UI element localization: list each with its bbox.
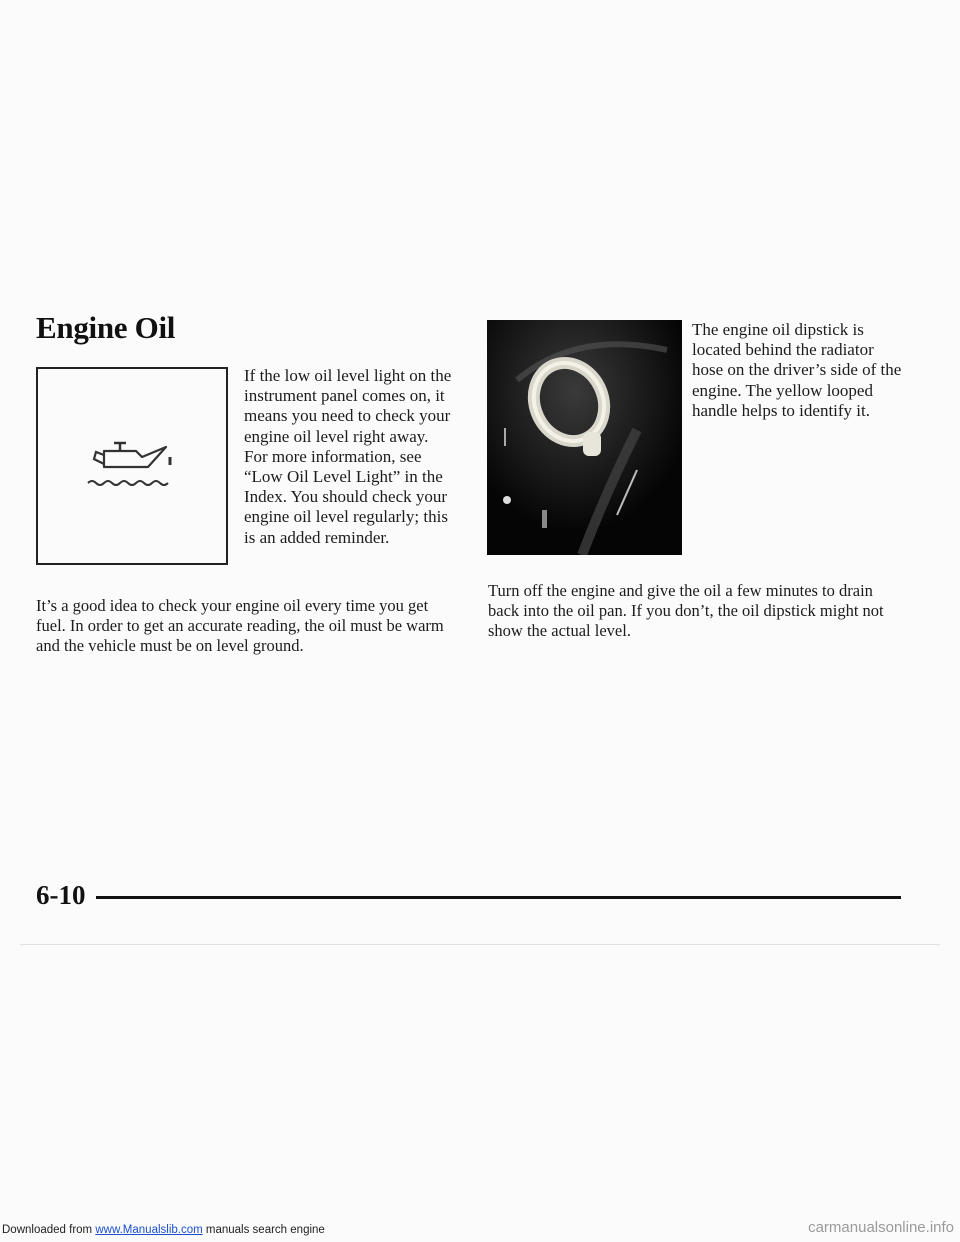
download-banner (2, 1224, 325, 1236)
turn-off-engine-paragraph: Turn off the engine and give the oil a few minutes to drain back into the oil pan. If you don’t, the oil dipstick might not show the actual level. (488, 581, 884, 640)
page-number: 6-10 (36, 880, 86, 910)
low-oil-light-paragraph: If the low oil level light on the instrument panel comes on, it means you need to check your engine oil level right away. For more information, see “Low Oil Level Light” in the Index. You should check your engine oil level regularly; this is an added reminder. (244, 366, 452, 547)
check-oil-paragraph: It’s a good idea to check your engine oil every time you get fuel. In order to get an accurate reading, the oil must be warm and the vehicle must be on level ground. (36, 596, 444, 655)
watermark: carmanualsonline.info (808, 1219, 954, 1236)
banner-suffix: manuals search engine (202, 1224, 325, 1236)
oil-can-icon (86, 437, 178, 493)
dipstick-photo (487, 320, 682, 555)
scan-line (20, 944, 940, 945)
manualslib-link[interactable]: www.Manualslib.com (95, 1224, 203, 1236)
page-title: Engine Oil (36, 310, 176, 345)
footer-divider (96, 896, 901, 899)
banner-prefix: Downloaded from (2, 1224, 96, 1236)
dipstick-location-paragraph: The engine oil dipstick is located behind the radiator hose on the driver’s side of the engine. The yellow looped handle helps to identify it. (692, 320, 902, 420)
oil-warning-icon-box (36, 367, 228, 565)
